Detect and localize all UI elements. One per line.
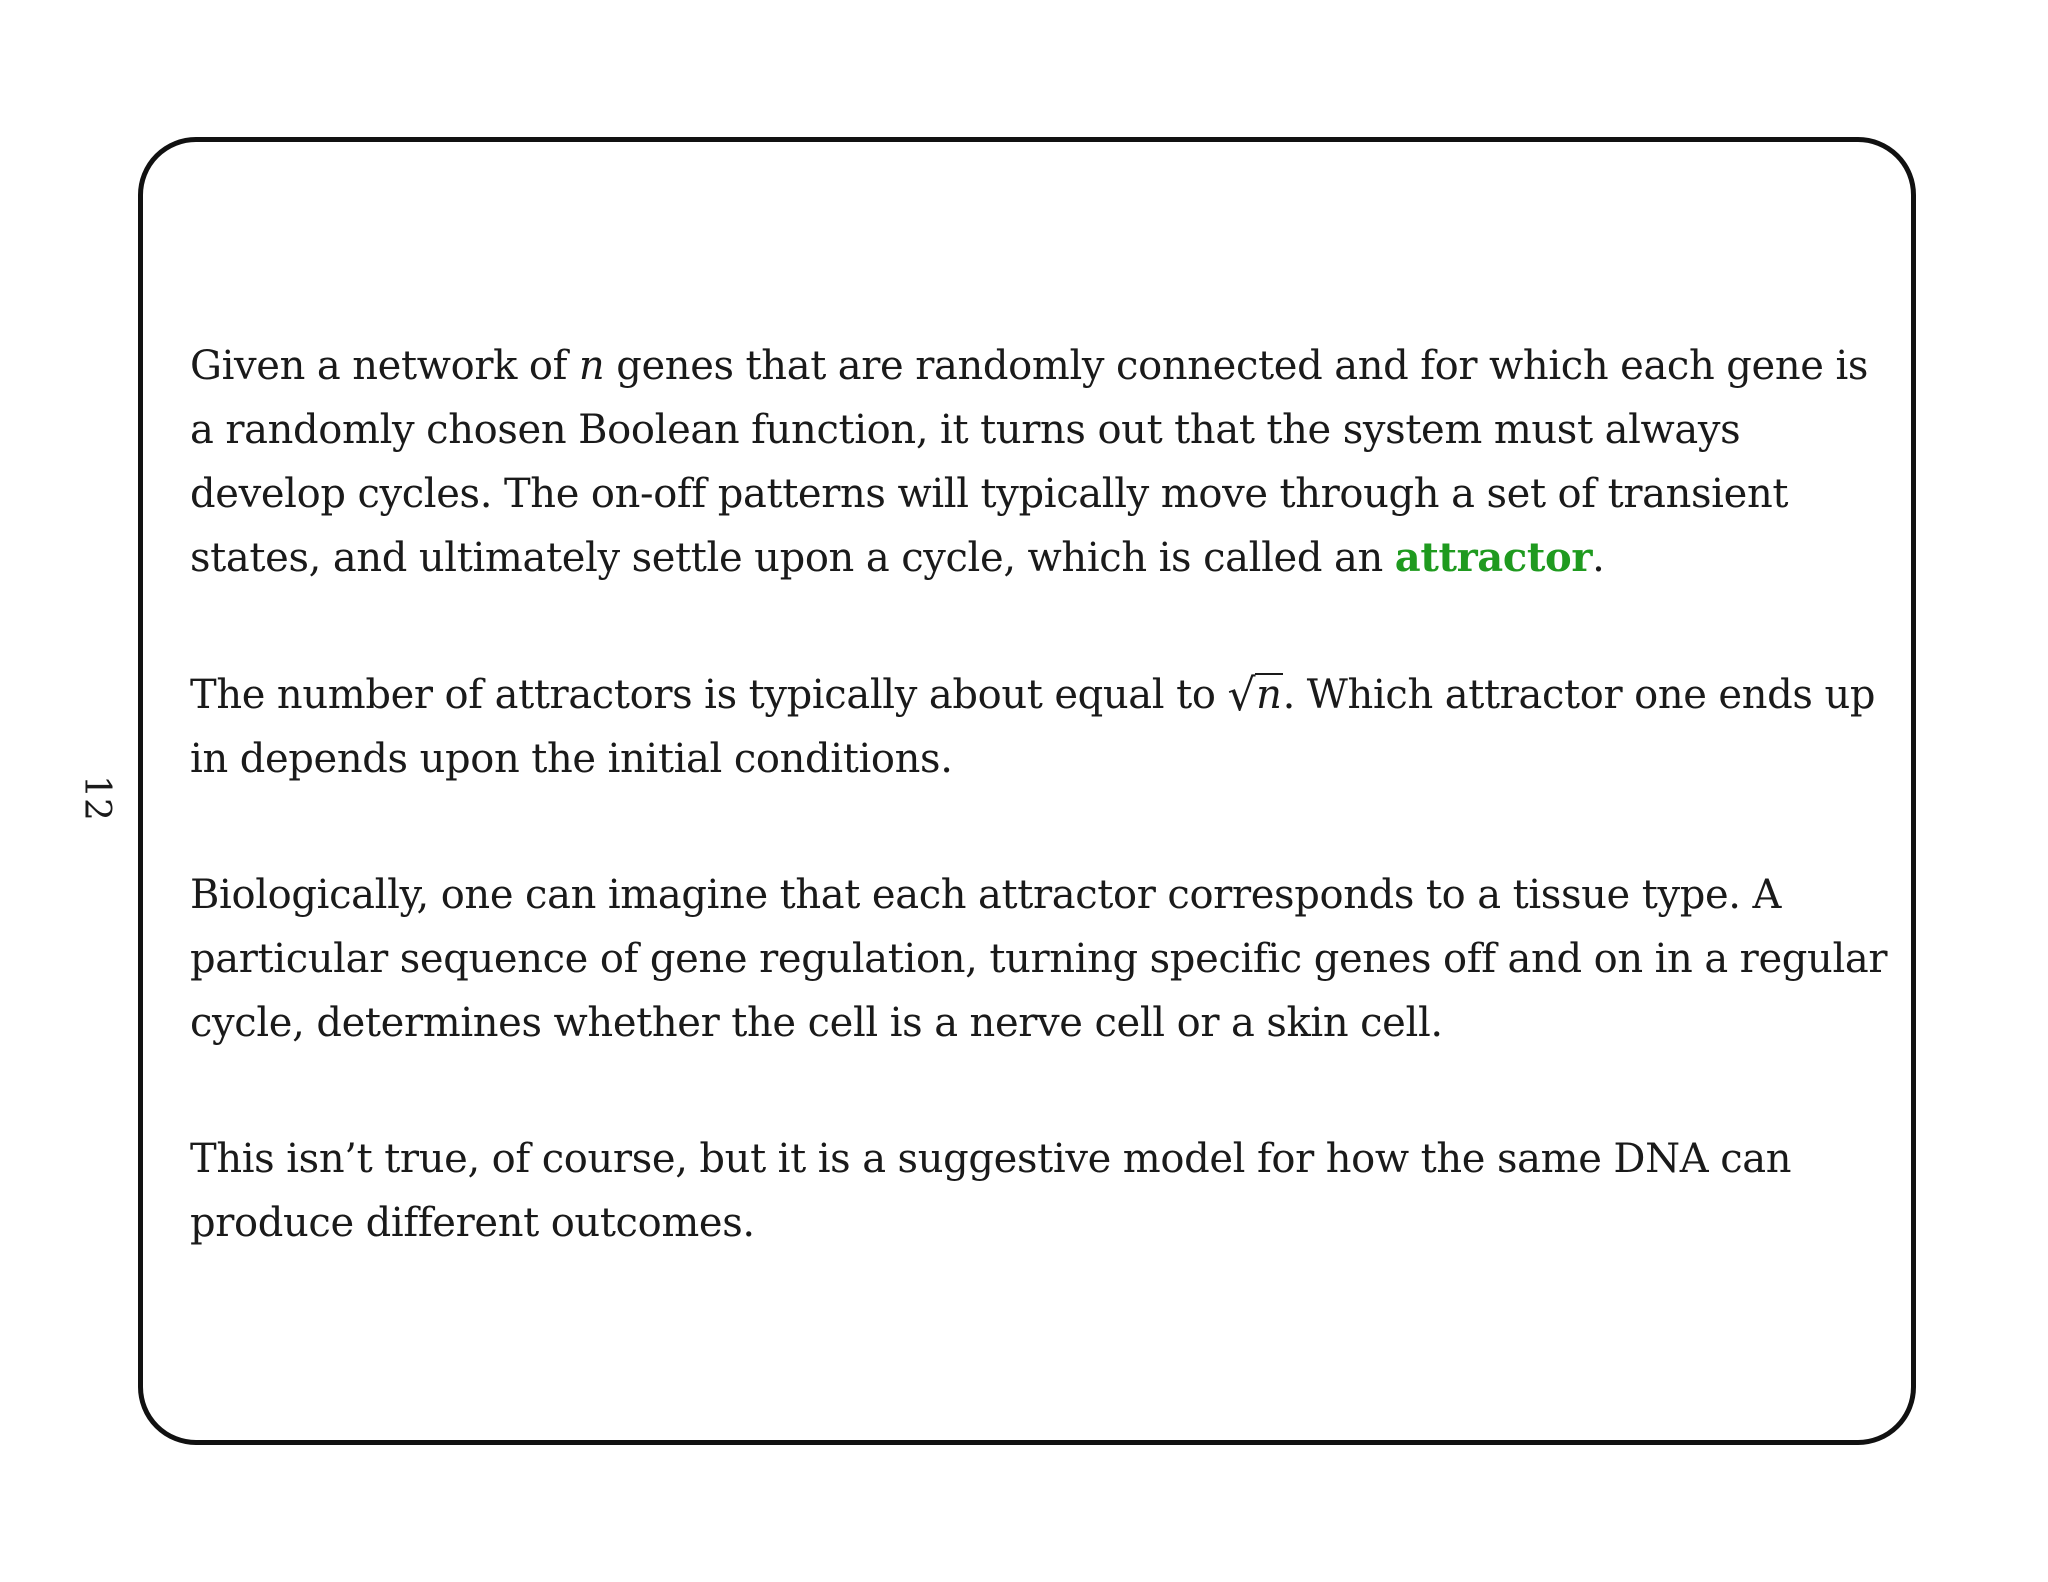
page-number: 12	[76, 775, 117, 821]
paragraph-tissue-type: Biologically, one can imagine that each attractor corresponds to a tissue type. A particular sequence of gene regulation, turning specific genes off and on in a regular cycle, determines whether the cell is a nerve cell or a skin cell.	[190, 872, 1888, 1046]
radical-sign: √	[1227, 670, 1256, 721]
math-variable-n: n	[578, 343, 605, 389]
paragraph-dna-model: This isn’t true, of course, but it is a suggestive model for how the same DNA can produce different outcomes.	[190, 1136, 1792, 1246]
paragraph-attractor-definition	[190, 334, 1900, 590]
highlighted-term-attractor: attractor	[1394, 534, 1593, 581]
square-root-expression	[1227, 662, 1282, 727]
paragraph-text: .	[1592, 535, 1605, 581]
paragraph-text: genes that are randomly connected and for which each gene is a randomly chosen Boolean function, it turns out that the system must always develop cycles. The on-off patterns will typically move through a set of transient states, and ultimately settle upon a cycle, which is called an	[190, 343, 1869, 581]
math-variable-n: n	[1256, 672, 1282, 718]
paragraph-text: Given a network of	[190, 343, 579, 389]
paragraph-text: The number of attractors is typically about equal to	[190, 672, 1228, 718]
paragraph-text: . Which attractor one ends up in depends upon the initial conditions.	[190, 672, 1876, 782]
slide-content	[190, 334, 1900, 1327]
paragraph-attractor-count	[190, 662, 1900, 791]
